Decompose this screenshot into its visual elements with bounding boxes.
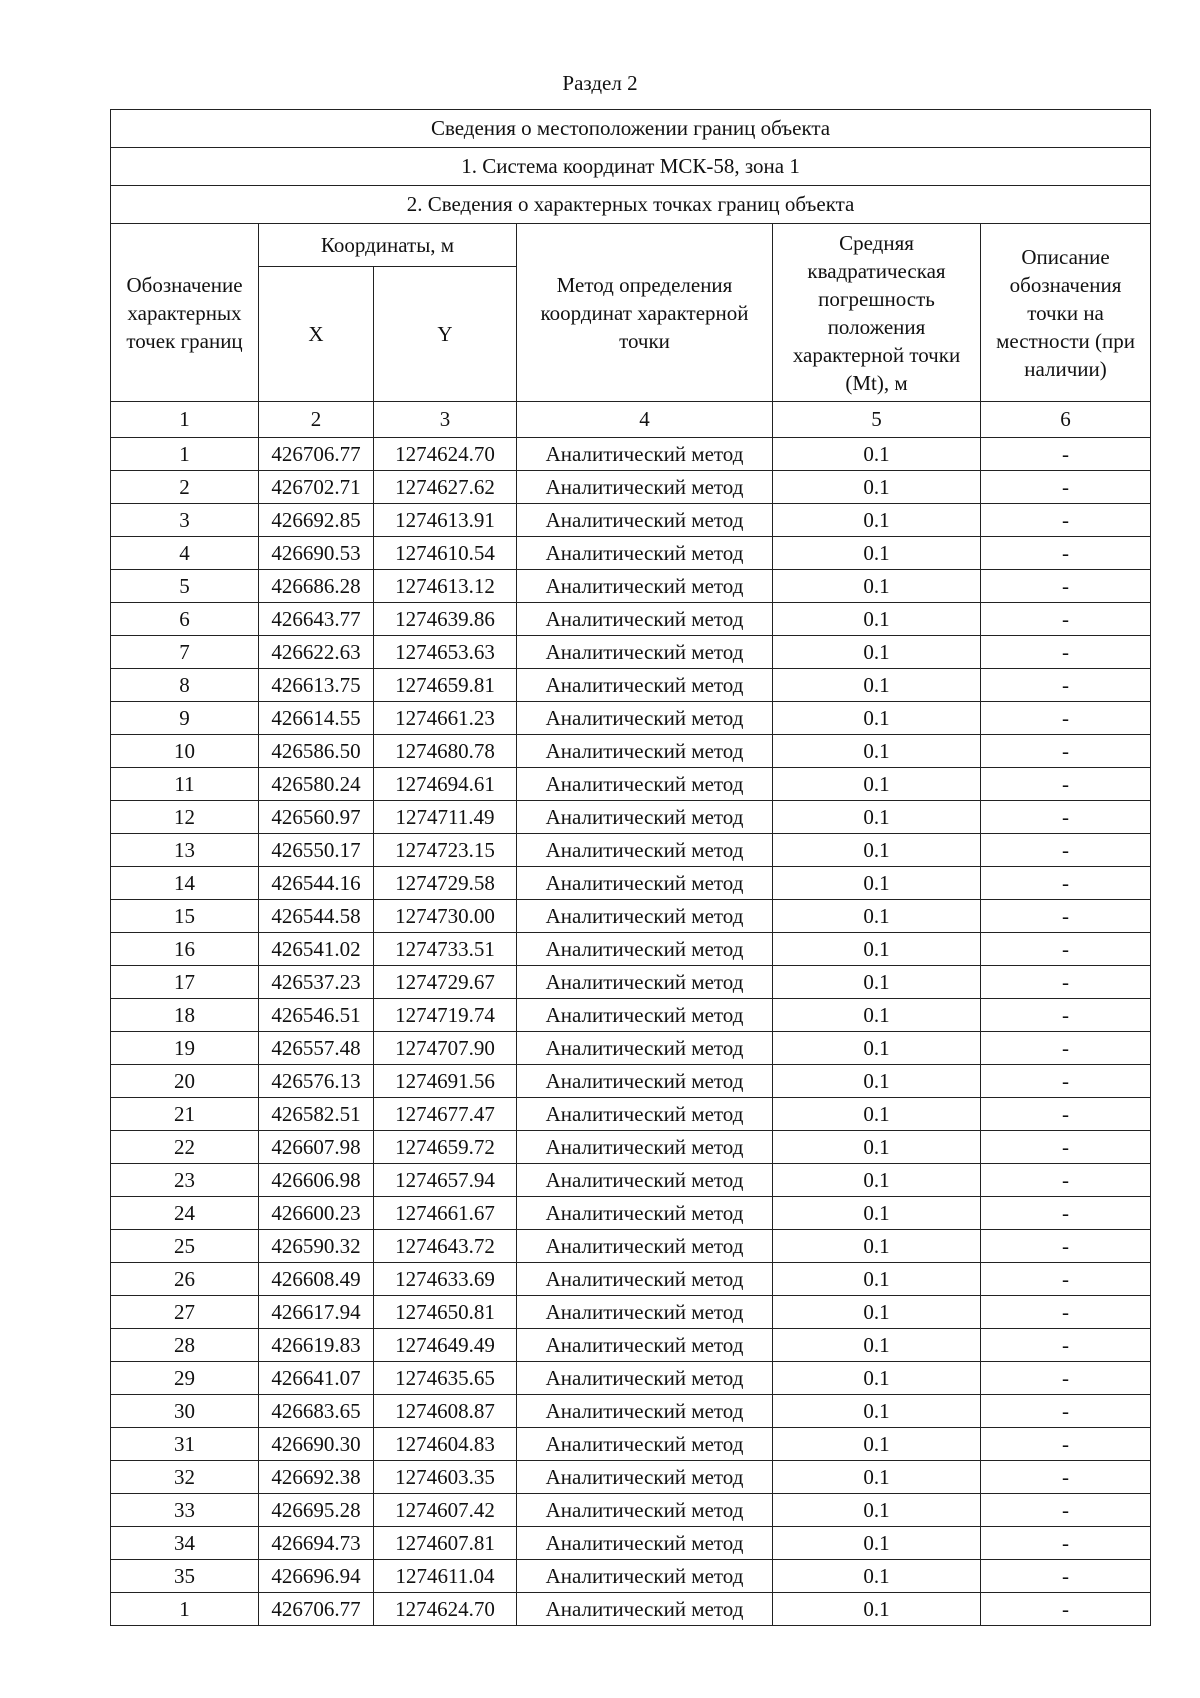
cell-method: Аналитический метод <box>517 702 773 735</box>
cell-method: Аналитический метод <box>517 966 773 999</box>
cell-y: 1274729.67 <box>374 966 517 999</box>
cell-y: 1274657.94 <box>374 1164 517 1197</box>
cell-point-number: 11 <box>111 768 259 801</box>
table-row <box>111 636 1151 669</box>
cell-method: Аналитический метод <box>517 636 773 669</box>
cell-mean-error: 0.1 <box>773 636 981 669</box>
banner-characteristic-points: 2. Сведения о характерных точках границ объекта <box>111 186 1151 224</box>
cell-description: - <box>981 1197 1151 1230</box>
cell-mean-error: 0.1 <box>773 735 981 768</box>
cell-mean-error: 0.1 <box>773 1296 981 1329</box>
cell-description: - <box>981 1164 1151 1197</box>
cell-y: 1274691.56 <box>374 1065 517 1098</box>
table-row <box>111 801 1151 834</box>
table-row <box>111 1461 1151 1494</box>
cell-mean-error: 0.1 <box>773 1527 981 1560</box>
cell-description: - <box>981 1494 1151 1527</box>
cell-x: 426546.51 <box>259 999 374 1032</box>
cell-point-number: 33 <box>111 1494 259 1527</box>
cell-mean-error: 0.1 <box>773 1494 981 1527</box>
cell-mean-error: 0.1 <box>773 1428 981 1461</box>
cell-description: - <box>981 966 1151 999</box>
cell-description: - <box>981 999 1151 1032</box>
boundary-points-table <box>110 109 1151 1626</box>
cell-method: Аналитический метод <box>517 999 773 1032</box>
cell-description: - <box>981 1098 1151 1131</box>
table-row <box>111 537 1151 570</box>
header-point-designation: Обозначение характерных точек границ <box>111 224 259 402</box>
cell-mean-error: 0.1 <box>773 1263 981 1296</box>
cell-mean-error: 0.1 <box>773 537 981 570</box>
table-row <box>111 1098 1151 1131</box>
cell-method: Аналитический метод <box>517 603 773 636</box>
cell-x: 426614.55 <box>259 702 374 735</box>
cell-point-number: 22 <box>111 1131 259 1164</box>
cell-x: 426607.98 <box>259 1131 374 1164</box>
table-row <box>111 471 1151 504</box>
cell-x: 426683.65 <box>259 1395 374 1428</box>
header-mean-error: Средняя квадратическая погрешность положения характерной точки (Mt), м <box>773 224 981 402</box>
cell-y: 1274613.91 <box>374 504 517 537</box>
table-row <box>111 1032 1151 1065</box>
cell-y: 1274607.81 <box>374 1527 517 1560</box>
cell-x: 426544.16 <box>259 867 374 900</box>
cell-description: - <box>981 1362 1151 1395</box>
cell-description: - <box>981 834 1151 867</box>
cell-y: 1274613.12 <box>374 570 517 603</box>
cell-point-number: 9 <box>111 702 259 735</box>
cell-mean-error: 0.1 <box>773 834 981 867</box>
column-number: 5 <box>773 402 981 438</box>
table-row <box>111 1395 1151 1428</box>
column-number: 4 <box>517 402 773 438</box>
cell-description: - <box>981 1428 1151 1461</box>
cell-method: Аналитический метод <box>517 1527 773 1560</box>
cell-point-number: 1 <box>111 1593 259 1626</box>
cell-y: 1274608.87 <box>374 1395 517 1428</box>
cell-method: Аналитический метод <box>517 933 773 966</box>
cell-point-number: 31 <box>111 1428 259 1461</box>
cell-x: 426557.48 <box>259 1032 374 1065</box>
cell-method: Аналитический метод <box>517 1362 773 1395</box>
table-row <box>111 1131 1151 1164</box>
cell-mean-error: 0.1 <box>773 1197 981 1230</box>
cell-method: Аналитический метод <box>517 1263 773 1296</box>
cell-x: 426576.13 <box>259 1065 374 1098</box>
cell-method: Аналитический метод <box>517 1593 773 1626</box>
cell-y: 1274624.70 <box>374 438 517 471</box>
cell-y: 1274707.90 <box>374 1032 517 1065</box>
cell-y: 1274711.49 <box>374 801 517 834</box>
cell-description: - <box>981 603 1151 636</box>
cell-description: - <box>981 504 1151 537</box>
cell-mean-error: 0.1 <box>773 999 981 1032</box>
cell-x: 426706.77 <box>259 438 374 471</box>
table-row <box>111 1428 1151 1461</box>
cell-x: 426617.94 <box>259 1296 374 1329</box>
section-title: Раздел 2 <box>562 71 638 95</box>
cell-mean-error: 0.1 <box>773 504 981 537</box>
cell-x: 426694.73 <box>259 1527 374 1560</box>
cell-method: Аналитический метод <box>517 1230 773 1263</box>
cell-mean-error: 0.1 <box>773 1032 981 1065</box>
cell-method: Аналитический метод <box>517 1197 773 1230</box>
cell-x: 426641.07 <box>259 1362 374 1395</box>
cell-mean-error: 0.1 <box>773 966 981 999</box>
cell-point-number: 4 <box>111 537 259 570</box>
cell-point-number: 25 <box>111 1230 259 1263</box>
table-row <box>111 603 1151 636</box>
cell-mean-error: 0.1 <box>773 867 981 900</box>
table-row <box>111 1527 1151 1560</box>
cell-mean-error: 0.1 <box>773 702 981 735</box>
cell-mean-error: 0.1 <box>773 900 981 933</box>
cell-y: 1274610.54 <box>374 537 517 570</box>
cell-x: 426690.53 <box>259 537 374 570</box>
cell-x: 426690.30 <box>259 1428 374 1461</box>
cell-point-number: 3 <box>111 504 259 537</box>
cell-method: Аналитический метод <box>517 504 773 537</box>
cell-description: - <box>981 1263 1151 1296</box>
column-number: 1 <box>111 402 259 438</box>
cell-mean-error: 0.1 <box>773 1395 981 1428</box>
cell-y: 1274677.47 <box>374 1098 517 1131</box>
cell-description: - <box>981 867 1151 900</box>
cell-point-number: 2 <box>111 471 259 504</box>
cell-point-number: 21 <box>111 1098 259 1131</box>
cell-y: 1274729.58 <box>374 867 517 900</box>
cell-y: 1274733.51 <box>374 933 517 966</box>
cell-description: - <box>981 471 1151 504</box>
cell-point-number: 28 <box>111 1329 259 1362</box>
cell-method: Аналитический метод <box>517 1494 773 1527</box>
cell-method: Аналитический метод <box>517 570 773 603</box>
cell-method: Аналитический метод <box>517 735 773 768</box>
cell-method: Аналитический метод <box>517 867 773 900</box>
header-description: Описание обозначения точки на местности (при наличии) <box>981 224 1151 402</box>
cell-method: Аналитический метод <box>517 1329 773 1362</box>
cell-y: 1274730.00 <box>374 900 517 933</box>
cell-x: 426613.75 <box>259 669 374 702</box>
cell-point-number: 12 <box>111 801 259 834</box>
cell-point-number: 8 <box>111 669 259 702</box>
cell-y: 1274653.63 <box>374 636 517 669</box>
cell-point-number: 18 <box>111 999 259 1032</box>
cell-method: Аналитический метод <box>517 471 773 504</box>
cell-description: - <box>981 1032 1151 1065</box>
cell-description: - <box>981 669 1151 702</box>
cell-x: 426695.28 <box>259 1494 374 1527</box>
table-row <box>111 1197 1151 1230</box>
cell-y: 1274611.04 <box>374 1560 517 1593</box>
banner-object-boundaries: Сведения о местоположении границ объекта <box>111 110 1151 148</box>
cell-point-number: 7 <box>111 636 259 669</box>
cell-x: 426692.38 <box>259 1461 374 1494</box>
table-row <box>111 702 1151 735</box>
table-row <box>111 900 1151 933</box>
column-number: 3 <box>374 402 517 438</box>
cell-description: - <box>981 636 1151 669</box>
cell-description: - <box>981 1395 1151 1428</box>
cell-x: 426706.77 <box>259 1593 374 1626</box>
table-row <box>111 1296 1151 1329</box>
cell-y: 1274659.72 <box>374 1131 517 1164</box>
cell-description: - <box>981 537 1151 570</box>
banner-coordinate-system: 1. Система координат МСК-58, зона 1 <box>111 148 1151 186</box>
cell-mean-error: 0.1 <box>773 1362 981 1395</box>
cell-mean-error: 0.1 <box>773 1164 981 1197</box>
cell-method: Аналитический метод <box>517 900 773 933</box>
cell-x: 426586.50 <box>259 735 374 768</box>
cell-x: 426686.28 <box>259 570 374 603</box>
table-row <box>111 1329 1151 1362</box>
cell-point-number: 30 <box>111 1395 259 1428</box>
header-x: X <box>259 267 374 402</box>
cell-method: Аналитический метод <box>517 537 773 570</box>
cell-mean-error: 0.1 <box>773 768 981 801</box>
cell-y: 1274680.78 <box>374 735 517 768</box>
cell-x: 426580.24 <box>259 768 374 801</box>
cell-method: Аналитический метод <box>517 1065 773 1098</box>
table-row <box>111 966 1151 999</box>
cell-description: - <box>981 1065 1151 1098</box>
cell-description: - <box>981 438 1151 471</box>
cell-point-number: 10 <box>111 735 259 768</box>
cell-y: 1274633.69 <box>374 1263 517 1296</box>
cell-point-number: 34 <box>111 1527 259 1560</box>
cell-y: 1274661.67 <box>374 1197 517 1230</box>
cell-method: Аналитический метод <box>517 1296 773 1329</box>
cell-point-number: 35 <box>111 1560 259 1593</box>
table-row <box>111 1065 1151 1098</box>
table-row <box>111 1230 1151 1263</box>
cell-method: Аналитический метод <box>517 1032 773 1065</box>
cell-y: 1274627.62 <box>374 471 517 504</box>
cell-description: - <box>981 735 1151 768</box>
cell-point-number: 23 <box>111 1164 259 1197</box>
table-row <box>111 1164 1151 1197</box>
table-row <box>111 768 1151 801</box>
cell-point-number: 19 <box>111 1032 259 1065</box>
cell-description: - <box>981 1461 1151 1494</box>
cell-point-number: 15 <box>111 900 259 933</box>
table-row <box>111 867 1151 900</box>
cell-point-number: 1 <box>111 438 259 471</box>
cell-method: Аналитический метод <box>517 768 773 801</box>
cell-point-number: 17 <box>111 966 259 999</box>
cell-x: 426560.97 <box>259 801 374 834</box>
cell-description: - <box>981 1131 1151 1164</box>
cell-mean-error: 0.1 <box>773 1329 981 1362</box>
table-row <box>111 438 1151 471</box>
cell-y: 1274624.70 <box>374 1593 517 1626</box>
cell-x: 426619.83 <box>259 1329 374 1362</box>
cell-mean-error: 0.1 <box>773 471 981 504</box>
cell-method: Аналитический метод <box>517 1164 773 1197</box>
cell-mean-error: 0.1 <box>773 1461 981 1494</box>
cell-x: 426692.85 <box>259 504 374 537</box>
cell-method: Аналитический метод <box>517 1428 773 1461</box>
cell-method: Аналитический метод <box>517 669 773 702</box>
cell-x: 426622.63 <box>259 636 374 669</box>
cell-y: 1274604.83 <box>374 1428 517 1461</box>
table-row <box>111 834 1151 867</box>
cell-y: 1274719.74 <box>374 999 517 1032</box>
cell-point-number: 6 <box>111 603 259 636</box>
cell-point-number: 24 <box>111 1197 259 1230</box>
table-row <box>111 933 1151 966</box>
cell-y: 1274650.81 <box>374 1296 517 1329</box>
cell-description: - <box>981 1593 1151 1626</box>
table-row <box>111 570 1151 603</box>
table-row <box>111 1593 1151 1626</box>
header-y: Y <box>374 267 517 402</box>
cell-point-number: 20 <box>111 1065 259 1098</box>
cell-x: 426544.58 <box>259 900 374 933</box>
cell-description: - <box>981 702 1151 735</box>
table-row <box>111 735 1151 768</box>
table-row <box>111 669 1151 702</box>
cell-point-number: 14 <box>111 867 259 900</box>
cell-method: Аналитический метод <box>517 1395 773 1428</box>
cell-method: Аналитический метод <box>517 1098 773 1131</box>
table-row <box>111 1362 1151 1395</box>
cell-point-number: 5 <box>111 570 259 603</box>
cell-point-number: 26 <box>111 1263 259 1296</box>
table-row <box>111 1263 1151 1296</box>
cell-y: 1274639.86 <box>374 603 517 636</box>
cell-x: 426696.94 <box>259 1560 374 1593</box>
cell-y: 1274659.81 <box>374 669 517 702</box>
cell-mean-error: 0.1 <box>773 1098 981 1131</box>
header-method: Метод определения координат характерной точки <box>517 224 773 402</box>
cell-y: 1274694.61 <box>374 768 517 801</box>
cell-mean-error: 0.1 <box>773 570 981 603</box>
table-row <box>111 504 1151 537</box>
cell-point-number: 13 <box>111 834 259 867</box>
cell-x: 426541.02 <box>259 933 374 966</box>
cell-method: Аналитический метод <box>517 834 773 867</box>
cell-x: 426643.77 <box>259 603 374 636</box>
cell-mean-error: 0.1 <box>773 1065 981 1098</box>
cell-mean-error: 0.1 <box>773 1131 981 1164</box>
cell-y: 1274643.72 <box>374 1230 517 1263</box>
cell-x: 426582.51 <box>259 1098 374 1131</box>
cell-x: 426600.23 <box>259 1197 374 1230</box>
cell-mean-error: 0.1 <box>773 801 981 834</box>
cell-mean-error: 0.1 <box>773 1593 981 1626</box>
cell-y: 1274603.35 <box>374 1461 517 1494</box>
cell-description: - <box>981 570 1151 603</box>
column-number: 2 <box>259 402 374 438</box>
cell-description: - <box>981 900 1151 933</box>
cell-description: - <box>981 1329 1151 1362</box>
cell-description: - <box>981 801 1151 834</box>
cell-mean-error: 0.1 <box>773 669 981 702</box>
cell-description: - <box>981 768 1151 801</box>
header-coordinates: Координаты, м <box>259 224 517 267</box>
cell-mean-error: 0.1 <box>773 1560 981 1593</box>
column-number: 6 <box>981 402 1151 438</box>
cell-method: Аналитический метод <box>517 1131 773 1164</box>
cell-mean-error: 0.1 <box>773 603 981 636</box>
cell-y: 1274723.15 <box>374 834 517 867</box>
cell-mean-error: 0.1 <box>773 1230 981 1263</box>
table-row <box>111 999 1151 1032</box>
table-row <box>111 1560 1151 1593</box>
cell-x: 426550.17 <box>259 834 374 867</box>
cell-description: - <box>981 1527 1151 1560</box>
cell-method: Аналитический метод <box>517 1560 773 1593</box>
cell-x: 426590.32 <box>259 1230 374 1263</box>
cell-point-number: 16 <box>111 933 259 966</box>
cell-method: Аналитический метод <box>517 801 773 834</box>
cell-description: - <box>981 1230 1151 1263</box>
table-row <box>111 1494 1151 1527</box>
cell-y: 1274607.42 <box>374 1494 517 1527</box>
cell-x: 426608.49 <box>259 1263 374 1296</box>
cell-x: 426606.98 <box>259 1164 374 1197</box>
cell-mean-error: 0.1 <box>773 933 981 966</box>
cell-x: 426537.23 <box>259 966 374 999</box>
cell-point-number: 32 <box>111 1461 259 1494</box>
cell-x: 426702.71 <box>259 471 374 504</box>
cell-description: - <box>981 1560 1151 1593</box>
cell-method: Аналитический метод <box>517 1461 773 1494</box>
cell-y: 1274661.23 <box>374 702 517 735</box>
cell-point-number: 29 <box>111 1362 259 1395</box>
cell-y: 1274649.49 <box>374 1329 517 1362</box>
cell-y: 1274635.65 <box>374 1362 517 1395</box>
cell-mean-error: 0.1 <box>773 438 981 471</box>
cell-point-number: 27 <box>111 1296 259 1329</box>
cell-description: - <box>981 933 1151 966</box>
cell-method: Аналитический метод <box>517 438 773 471</box>
cell-description: - <box>981 1296 1151 1329</box>
